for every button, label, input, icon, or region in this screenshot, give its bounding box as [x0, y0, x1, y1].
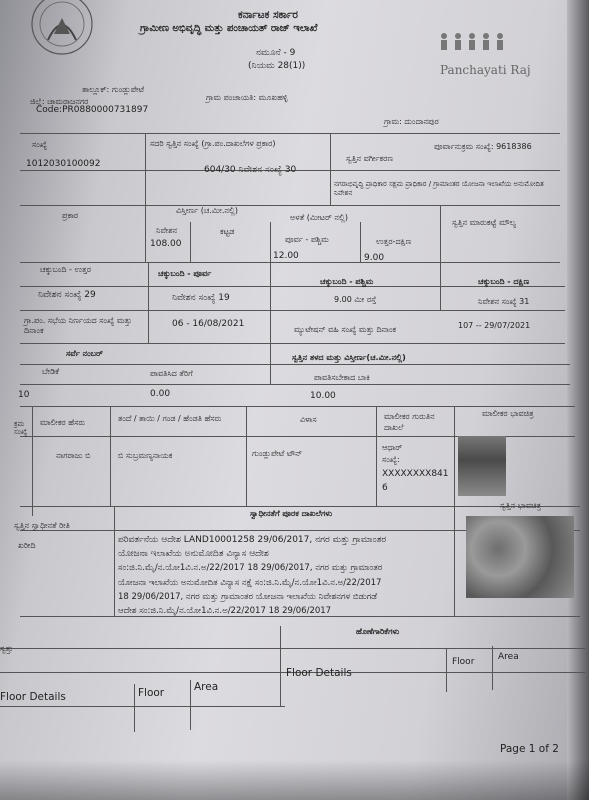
site-label: ನಿವೇಶನ [156, 226, 178, 235]
west-label: ಚಕ್ಕುಬಂದಿ - ಪಶ್ಚಿಮ [320, 277, 374, 286]
owner-name-label: ಮಾಲೀಕರ ಹೆಸರು [40, 418, 86, 427]
owner-id-type: ಆಧಾರ್ [382, 443, 403, 452]
ownership-docs-label: ಸ್ವಾಧೀನತೆಗೆ ಪೂರಕ ದಾಖಲೆಗಳು [250, 509, 333, 518]
doc-line-6: 18 29/06/2017, ನಗರ ಮತ್ತು ಗ್ರಾಮಾಂತರ ಯೋಜನಾ ಇಲಾಖೆಯ ನಿವೇಶನಗಳ ಬಿಡುಗಡೆ [118, 592, 378, 602]
page-number: Page 1 of 2 [500, 743, 559, 755]
market-value-label: ಸ್ವತ್ತಿನ ಮಾರುಕಟ್ಟೆ ಮೌಲ್ಯ [452, 218, 516, 227]
taluk: ತಾಲ್ಲೂಕ್: ಗುಂಡ್ಲುಪೇಟೆ [82, 85, 145, 94]
demand-label: ಬೇಡಿಕೆ [42, 367, 60, 376]
property-type-value: ನಗರಾಭಿವೃದ್ಧಿ ಪ್ರಾಧಿಕಾರ ಸಕ್ಷಮ ಪ್ರಾಧಿಕಾರ / ಗ್ರಾಮಾಂತರ ಯೋಜನಾ ಇಲಾಖೆಯ ಅನುಮೋದಿತ ನಿವೇಶನ [334, 180, 544, 197]
panchayati-raj-logo-icon [436, 28, 506, 58]
east-west-value: 12.00 [273, 251, 299, 261]
logo-text: Panchayati Raj [440, 63, 531, 77]
owner-id-value-suffix: 6 [382, 483, 388, 493]
bottom-shadow [0, 760, 589, 800]
owner-address-label: ವಿಳಾಸ [300, 415, 317, 424]
building-label: ಕಟ್ಟಡ [220, 227, 235, 236]
paper-edge [567, 0, 589, 800]
village: ಗ್ರಾಮ: ದುಂದಾನಪುರ [384, 117, 439, 126]
dimension-label: ಅಳತೆ (ಮೀಟರ್ ನಲ್ಲಿ) [290, 213, 348, 222]
owner-photo-label: ಮಾಲೀಕರ ಭಾವಚಿತ್ರ [482, 409, 534, 418]
demand-value: 10 [18, 390, 30, 400]
mutation-label: ಮ್ಯುಟೇಷನ್ ವಹಿ ಸಂಖ್ಯೆ ಮತ್ತು ದಿನಾಂಕ [294, 325, 397, 334]
owner-name: ನಾಗರಾಜು ಬಿ [56, 451, 91, 460]
east-west-label: ಪೂರ್ವ - ಪಶ್ಚಿಮ [285, 235, 329, 244]
ownership-method-label: ಸ್ವತ್ತಿನ ಸ್ವಾಧೀನತೆ ರೀತಿ [14, 521, 70, 530]
district: ಜಿಲ್ಲೆ: ಚಾಮರಾಜನಗರ [30, 97, 89, 106]
owner-serial-label: ಕ್ರಮ ಸಂಖ್ಯೆ [14, 420, 28, 437]
ownership-method-value: ಖರೀದಿ [18, 541, 36, 550]
doc-line-7: ಆದೇಶ ಸಂ:ಜಿ.ನಿ.ಮೈ/ನ.ಯೋ1ವಿ.ನ.ಅ/22/2017 18 29/06/2017 [118, 606, 332, 616]
west-value: 9.00 ಮೀ ರಸ್ತೆ [334, 295, 377, 304]
property-area-label: ಸ್ವತ್ತಿನ ತಳದ ಮತ್ತು ವಿಸ್ತೀರ್ಣ(ಚ.ಮೀ.ನಲ್ಲಿ) [292, 353, 406, 362]
north-value: ನಿವೇಶನ ಸಂಖ್ಯೆ 29 [38, 290, 96, 300]
decision-value: 06 - 16/08/2021 [172, 319, 245, 329]
area-label-left: Area [194, 681, 219, 693]
paid-label: ಪಾವತಿಸಿದ ತೆರಿಗೆ [150, 369, 193, 378]
property-id-value: 604/30 ನಿವೇಶನ ಸಂಖ್ಯೆ 30 [204, 165, 297, 175]
serial-label: ಸಂಖ್ಯೆ [32, 140, 48, 149]
north-south-label: ಉತ್ತರ-ದಕ್ಷಿಣ [376, 237, 412, 246]
owner-father-label: ತಂದೆ / ತಾಯಿ / ಗಂಡ / ಹೆಂಡತಿ ಹೆಸರು [118, 414, 222, 423]
balance-label: ಪಾವತಿಸಬೇಕಾದ ಬಾಕಿ [314, 373, 370, 382]
east-value: ನಿವೇಶನ ಸಂಖ್ಯೆ 19 [172, 293, 230, 303]
survey-label: ಸರ್ವೆ ನಂಬರ್ [66, 349, 103, 358]
owner-address: ಗುಂಡ್ಲುಪೇಟೆ ಟೌನ್ [252, 449, 303, 458]
gram-panchayat: ಗ್ರಾಮ ಪಂಚಾಯತಿ: ಮೂಖಹಳ್ಳಿ [206, 93, 288, 102]
type-label: ಪ್ರಕಾರ [62, 211, 79, 220]
left-margin-text: ಸ್ವತ್ತು [0, 644, 14, 653]
rule-number: (ನಿಯಮ 28(1)) [248, 61, 306, 71]
owner-id-value: XXXXXXXX841 [382, 469, 449, 479]
owner-father: ಬಿ ಸುಬ್ರಮಣ್ಯನಾಯಕ [118, 451, 173, 460]
owner-id-label-text: ಸಂಖ್ಯೆ: [382, 455, 400, 464]
balance-value: 10.00 [310, 391, 336, 401]
form-number: ನಮೂನೆ - 9 [256, 48, 296, 58]
doc-line-2: ಯೋಜನಾ ಇಲಾಖೆಯ ಅನುಮೋದಿತ ವಿನ್ಯಾಸ ಆದೇಶ [118, 549, 269, 559]
karnataka-seal-icon [18, 0, 106, 70]
owner-photo [458, 436, 506, 496]
floor-details-right: Floor Details [286, 667, 352, 679]
south-label: ಚಕ್ಕುಬಂದಿ - ದಕ್ಷಿಣ [478, 277, 530, 286]
department-title: ಗ್ರಾಮೀಣ ಅಭಿವೃದ್ಧಿ ಮತ್ತು ಪಂಚಾಯತ್ ರಾಜ್ ಇಲಾಖೆ [140, 23, 318, 34]
state-govt-title: ಕರ್ನಾಟಕ ಸರ್ಕಾರ [238, 9, 298, 21]
decision-label: ಗ್ರಾ.ಪಂ. ಸಭೆಯ ನಿರ್ಣಯದ ಸಂಖ್ಯೆ ಮತ್ತು ದಿನಾಂಕ [24, 316, 132, 336]
paid-value: 0.00 [150, 389, 171, 399]
property-code: Code:PR0880000731897 [36, 105, 149, 115]
floor-label-left: Floor [138, 687, 165, 699]
serial-value: 1012030100092 [26, 159, 101, 169]
south-value: ನಿವೇಶನ ಸಂಖ್ಯೆ 31 [478, 297, 530, 306]
east-label: ಚಕ್ಕುಬಂದಿ - ಪೂರ್ವ [158, 269, 212, 278]
doc-line-5: ಯೋಜನಾ ಇಲಾಖೆಯ ಅನುಮೋದಿತ ವಿನ್ಯಾಸ ನಕ್ಷೆ ಸಂ:ಜಿ.ನಿ.ಮೈ/ನ.ಯೋ1ವಿ.ನ.ಅ/22/2017 [118, 578, 382, 588]
mutation-value: 107 -- 29/07/2021 [458, 321, 531, 330]
area-label-right: Area [498, 652, 519, 662]
property-type-label: ಸ್ವತ್ತಿನ ವರ್ಗೀಕರಣ [346, 154, 394, 163]
area-label: ವಿಸ್ತೀರ್ಣ (ಚ.ಮೀ.ನಲ್ಲಿ) [176, 206, 238, 215]
owner-id-label: ಮಾಲೀಕರ ಗುರುತಿನ ದಾಖಲೆ [384, 412, 435, 432]
floor-details-left: Floor Details [0, 691, 66, 703]
floor-label-right: Floor [452, 657, 475, 667]
property-id-label: ಸದರಿ ಸ್ವತ್ತಿನ ಸಂಖ್ಯೆ (ಗ್ರಾ.ಪಂ.ದಾಖಲೆಗಳ ಪ್ರಕಾರ) [150, 139, 276, 148]
doc-line-3: ಸಂ:ಜಿ.ನಿ.ಮೈ/ನ.ಯೋ1ವಿ.ನ.ಅ/22/2017 18 29/06/2017, ನಗರ ಮತ್ತು ಗ್ರಾಮಾಂತರ [118, 563, 383, 573]
north-label: ಚಕ್ಕುಬಂದಿ - ಉತ್ತರ [40, 265, 92, 274]
north-south-value: 9.00 [364, 253, 385, 263]
site-area-value: 108.00 [150, 239, 182, 249]
previous-number: ಪೂರ್ವಾನುಕ್ರಮ ಸಂಖ್ಯೆ: 9618386 [434, 142, 532, 151]
property-photo-label: ಸ್ವತ್ತಿನ ಭಾವಚಿತ್ರ [500, 501, 541, 510]
property-photo [466, 516, 574, 598]
doc-line-1: ಪರಿವರ್ತನೆಯ ಆದೇಶ LAND10001258 29/06/2017, ನಗರ ಮತ್ತು ಗ್ರಾಮಾಂತರ [118, 535, 387, 545]
liability-label: ಹೊಣೆಗಾರಿಕೆಗಳು [356, 627, 400, 636]
